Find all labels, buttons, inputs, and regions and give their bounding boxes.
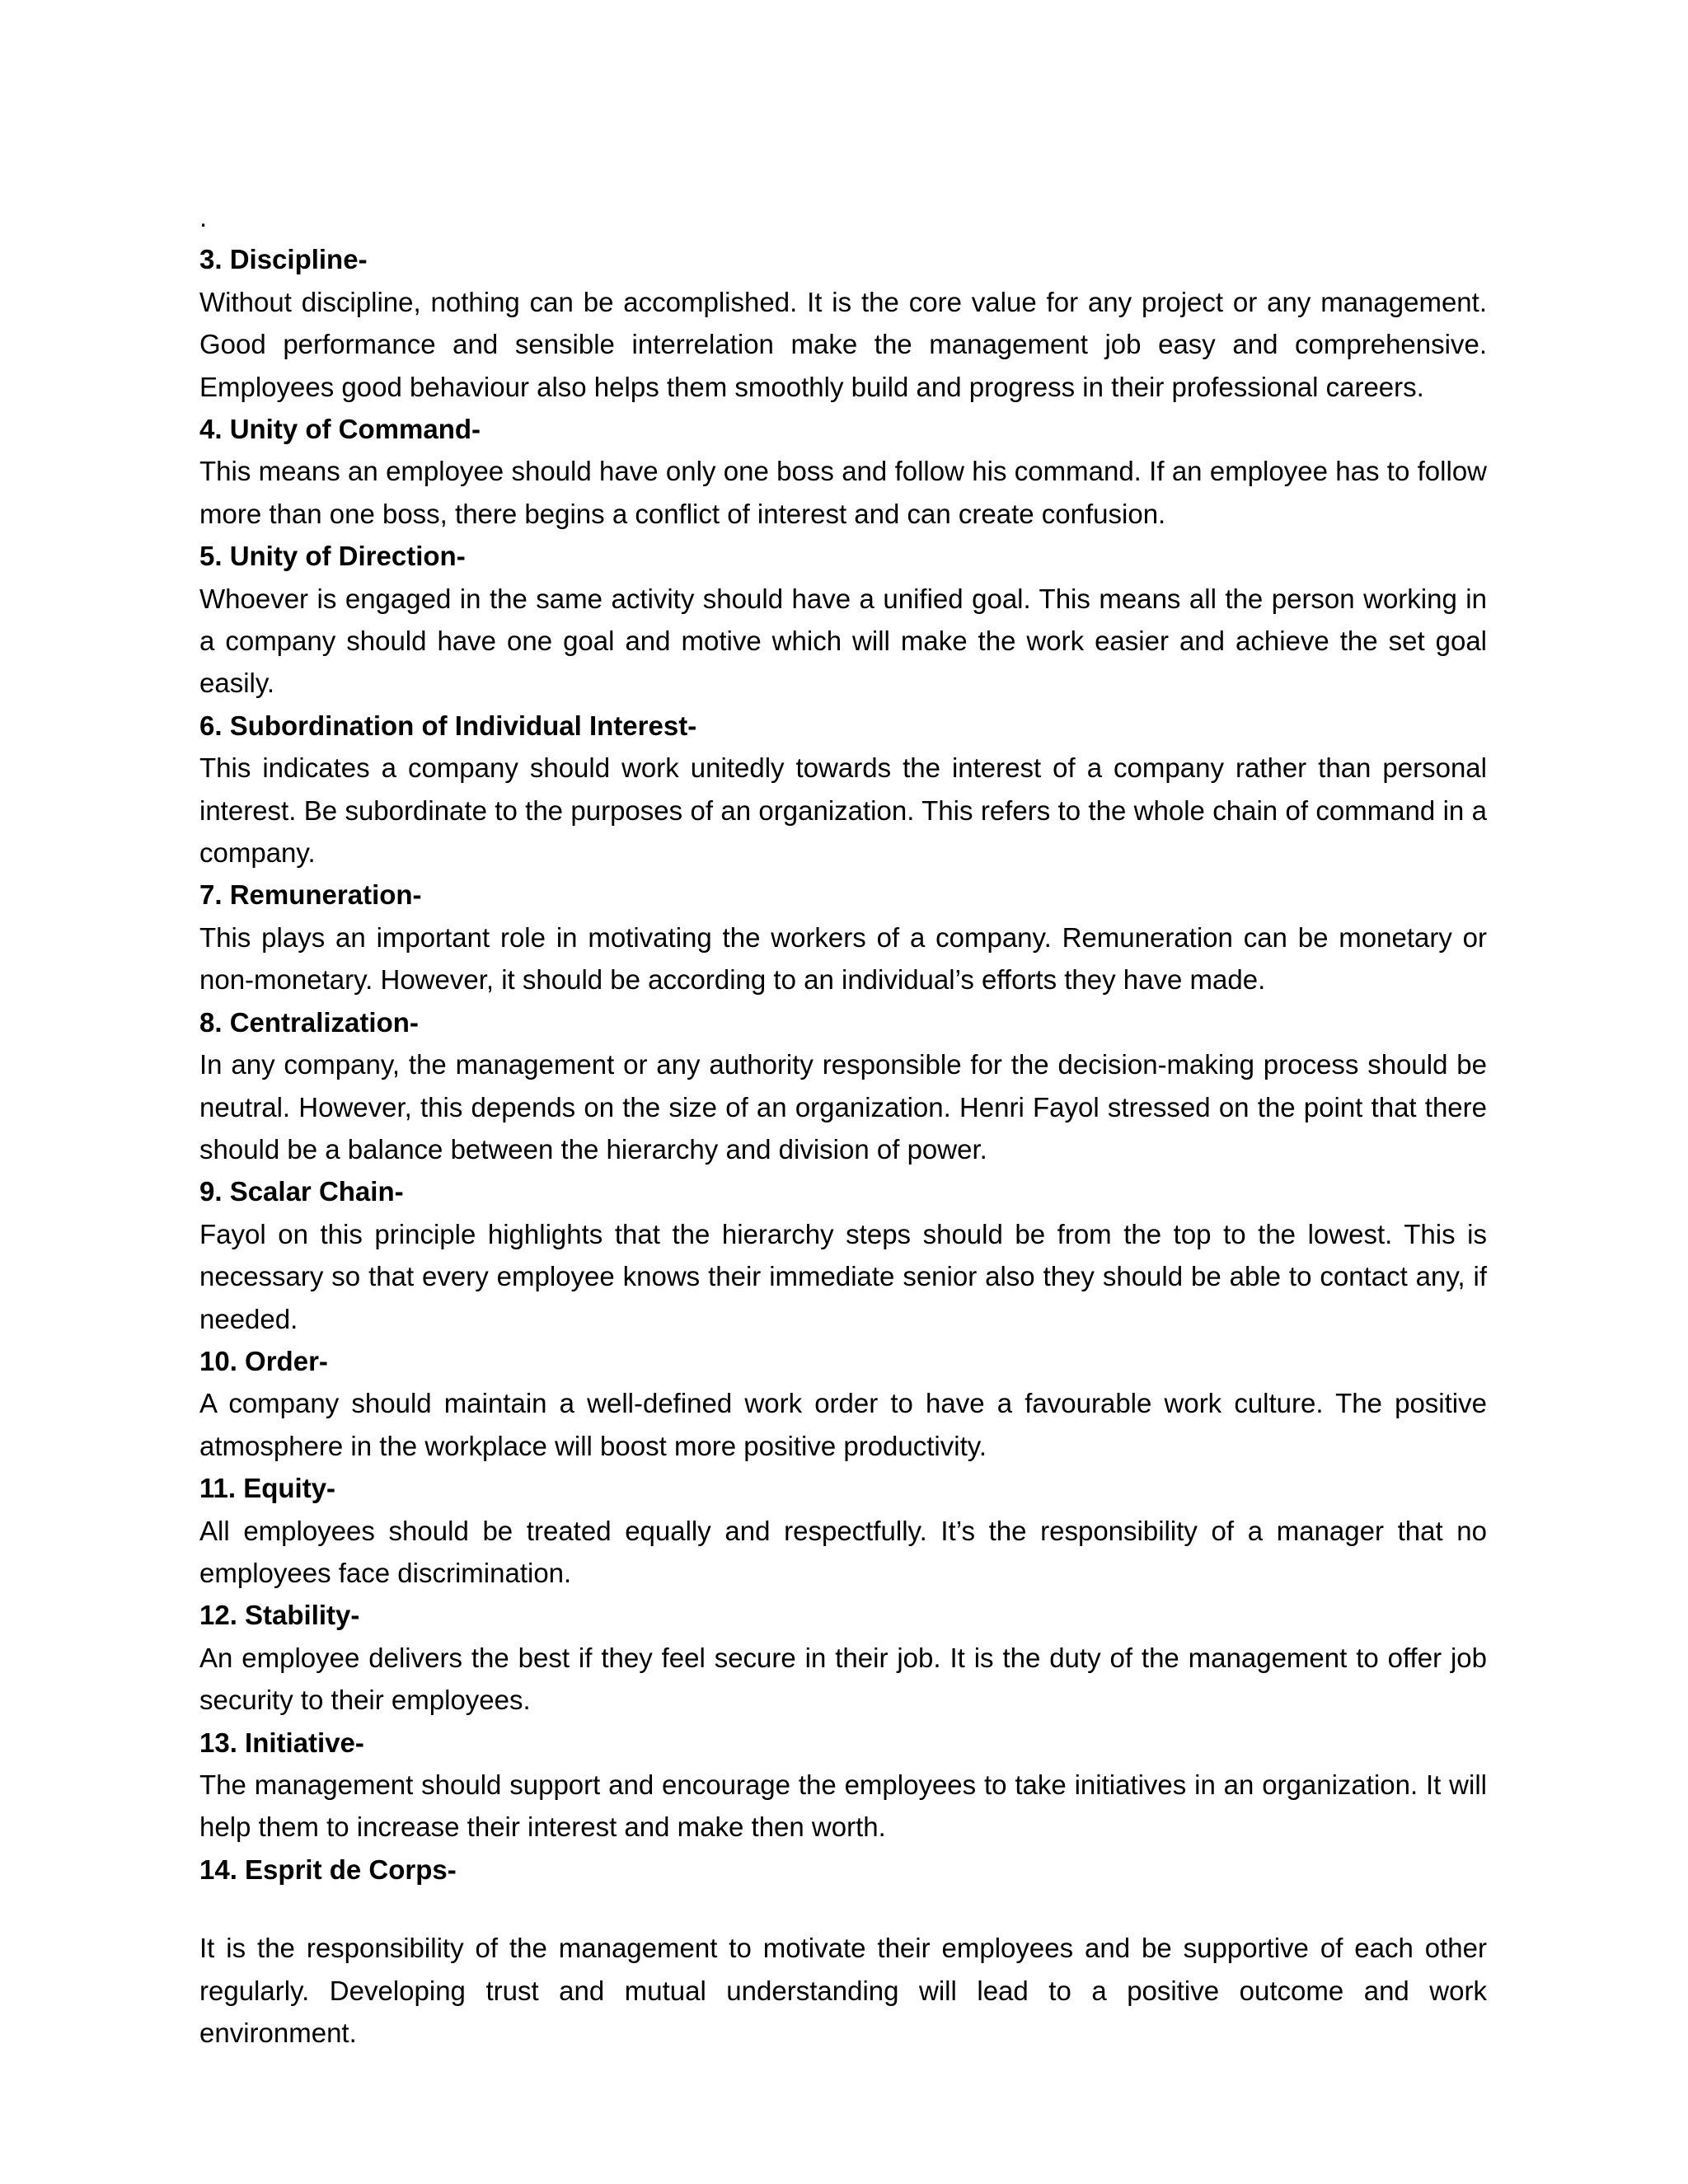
section-paragraph: This indicates a company should work unitedly towards the interest of a company rather than personal interest. Be subordinate to the purposes of an organization. This refers to the whole chain of command in a company.	[199, 752, 1487, 869]
section-title: 3. Discipline-	[199, 244, 368, 275]
section-title: 14. Esprit de Corps-	[199, 1854, 457, 1885]
section	[199, 408, 1487, 535]
section-title: 9. Scalar Chain-	[199, 1176, 404, 1207]
section-paragraph: The management should support and encourage the employees to take initiatives in an organization. It will help them to increase their interest and make then worth.	[199, 1769, 1487, 1843]
section-paragraph: This plays an important role in motivating the workers of a company. Remuneration can be monetary or non-monetary. However, it should be according to an individual’s efforts they have made.	[199, 921, 1487, 996]
section	[199, 238, 1487, 408]
section	[199, 1594, 1487, 1721]
section-paragraph: Whoever is engaged in the same activity should have a unified goal. This means all the person working in a company should have one goal and motive which will make the work easier and achieve the set goal easily.	[199, 583, 1487, 699]
section-title: 7. Remuneration-	[199, 879, 422, 911]
section	[199, 535, 1487, 705]
section	[199, 1722, 1487, 1849]
section-paragraph: Without discipline, nothing can be accomplished. It is the core value for any project or any management. Good performance and sensible interrelation make the management job easy and comprehensive. Employees good behaviour also helps them smoothly build and progress in their professional careers.	[199, 286, 1487, 402]
leading-dot: .	[199, 202, 208, 232]
section-title: 11. Equity-	[199, 1473, 336, 1504]
section	[199, 1001, 1487, 1171]
sections-container	[199, 238, 1487, 2054]
section-title: 10. Order-	[199, 1345, 328, 1376]
section-paragraph: All employees should be treated equally and respectfully. It’s the responsibility of a manager that no employees face discrimination.	[199, 1515, 1487, 1588]
section-paragraph: This means an employee should have only one boss and follow his command. If an employee has to follow more than one boss, there begins a conflict of interest and can create confusion.	[199, 456, 1487, 529]
section	[199, 1170, 1487, 1340]
section	[199, 705, 1487, 874]
blank-line	[199, 1891, 1487, 1927]
section-title: 8. Centralization-	[199, 1006, 419, 1038]
section	[199, 1849, 1487, 2055]
section-title: 13. Initiative-	[199, 1727, 364, 1758]
section-title: 5. Unity of Direction-	[199, 541, 466, 572]
section-paragraph: In any company, the management or any authority responsible for the decision-making process should be neutral. However, this depends on the size of an organization. Henri Fayol stressed on the point that there should be a balance between the hierarchy and division of power.	[199, 1049, 1487, 1165]
section	[199, 874, 1487, 1001]
section-paragraph: An employee delivers the best if they feel secure in their job. It is the duty of the management to offer job security to their employees.	[199, 1642, 1487, 1716]
section-title: 4. Unity of Command-	[199, 414, 481, 445]
section	[199, 1340, 1487, 1467]
section-title: 12. Stability-	[199, 1600, 360, 1631]
section-paragraph: Fayol on this principle highlights that the hierarchy steps should be from the top to the lowest. This is necessary so that every employee knows their immediate senior also they should be able to contact any, if needed.	[199, 1218, 1487, 1334]
document-page	[199, 196, 1487, 2054]
section	[199, 1467, 1487, 1594]
section-paragraph: It is the responsibility of the management to motivate their employees and be supportive of each other regularly. Developing trust and mutual understanding will lead to a positive outcome and work environment.	[199, 1933, 1487, 2049]
section-title: 6. Subordination of Individual Interest-	[199, 710, 697, 741]
section-paragraph: A company should maintain a well-defined work order to have a favourable work culture. The positive atmosphere in the workplace will boost more positive productivity.	[199, 1388, 1487, 1461]
